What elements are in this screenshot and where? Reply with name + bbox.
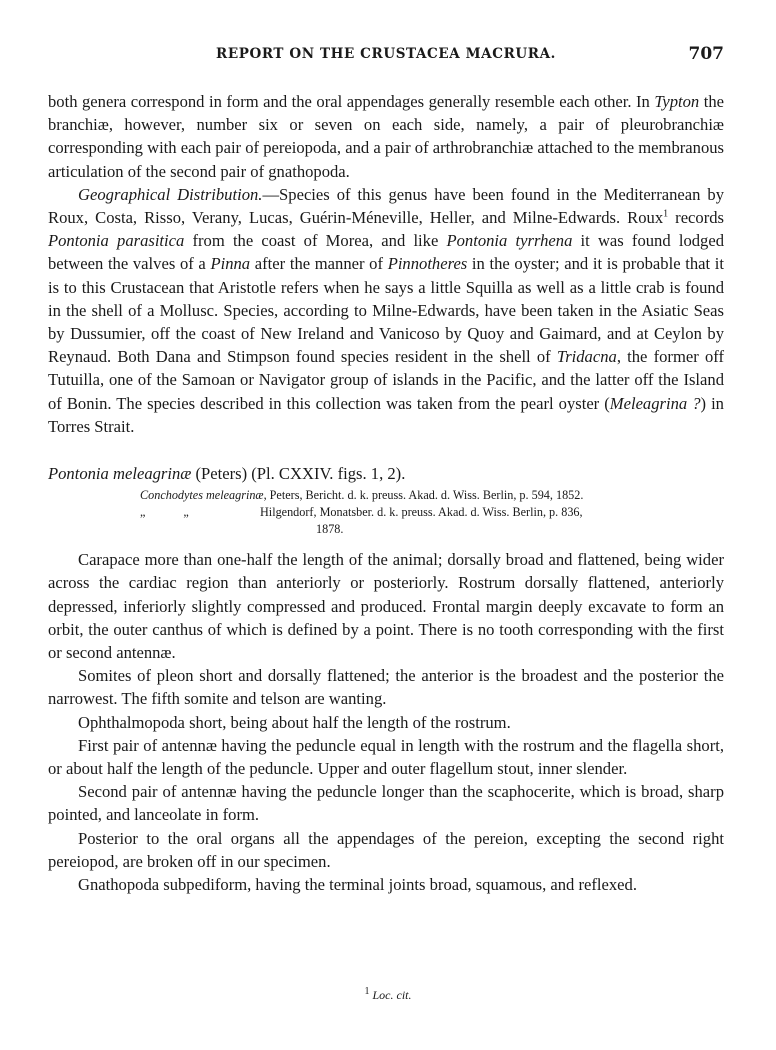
species-pontonia-parasitica: Pontonia parasitica: [48, 231, 185, 251]
synonymy-year: 1878.: [316, 522, 344, 537]
running-head: [48, 44, 724, 68]
genus-pinnotheres: Pinnotheres: [387, 254, 468, 274]
footnote-text: Loc. cit.: [369, 988, 412, 1002]
species-authority: (Peters) (Pl. CXXIV. figs. 1, 2).: [191, 464, 406, 484]
paragraph-geographical-distribution: Geographical Distribution.—Species of this genus have been found in the Mediterranean by Roux, Costa, Risso, Verany, Lucas, Guérin-Méneville, Heller, and Milne-Edwards. Roux$^1$ records Pontonia parasitica from the coast of Morea, and like Pontonia tyrrhena it was found lodged between the valves of a Pinna after the manner of Pinnotheres in the oyster; and it is probable that it is to this Crustacean that Aristotle refers when he says a little Squilla as well as a little crab is found in the shell of a Mollusc. Species, according to Milne-Edwards, have been taken in the Asiatic Seas by Dussumier, off the coast of New Ireland and Vanicoso by Quoy and Gaimard, and at Ceylon by Reynaud. Both Dana and Stimpson found species resident in the shell of Tridacna, the former off Tutuilla, one of the Samoan or Navigator group of islands in the Pacific, and the latter off the Island of Bonin. The species described in this collection was taken from the pearl oyster (Meleagrina ?) in Torres Strait.: [48, 184, 725, 436]
paragraph-second-antennae: Second pair of antennæ having the peduncle longer than the scaphocerite, which is broad, sharp pointed, and lanceolate in form.: [48, 782, 724, 825]
page-number: 707: [688, 44, 724, 64]
species-heading: [48, 462, 724, 485]
ditto-marks: „ „: [140, 505, 189, 520]
paragraph-first-antennae: First pair of antennæ having the peduncle equal in length with the rostrum and the flagella short, or about half the length of the peduncle. Upper and outer flagellum stout, inner slender.: [48, 735, 724, 779]
synonymy-line-hilgendorf: „ „ Hilgendorf, Monatsber. d. k. preuss. Akad. d. Wiss. Berlin, p. 836,: [140, 505, 583, 520]
section-label-geographical-distribution: Geographical Distribution.: [78, 184, 263, 204]
body-text: [48, 90, 724, 896]
footnote-reference: 1: [663, 208, 669, 220]
synonymy-block: [48, 487, 724, 538]
running-title: REPORT ON THE CRUSTACEA MACRURA.: [216, 46, 556, 62]
genus-tridacna: Tridacna: [556, 347, 617, 367]
genus-pinna: Pinna: [210, 254, 251, 274]
genus-meleagrina: Meleagrina ?: [609, 393, 701, 413]
footnote: [0, 988, 776, 1003]
paragraph-ophthalmopoda: Ophthalmopoda short, being about half the length of the rostrum.: [78, 712, 511, 732]
paragraph-pleon-somites: Somites of pleon short and dorsally flattened; the anterior is the broadest and the posterior the narrowest. The fifth somite and telson are wanting.: [48, 666, 724, 709]
species-name: Pontonia meleagrinæ: [48, 464, 192, 484]
synonym-name: Conchodytes meleagrinæ: [140, 488, 264, 503]
paragraph-gnathopoda: Gnathopoda subpediform, having the terminal joints broad, squamous, and reflexed.: [78, 875, 637, 895]
paragraph-pereion-appendages: Posterior to the oral organs all the appendages of the pereion, excepting the second right pereiopod, are broken off in our specimen.: [48, 828, 724, 871]
species-pontonia-tyrrhena: Pontonia tyrrhena: [446, 231, 573, 251]
section-spacer: [48, 438, 724, 462]
synonymy-line-peters: Conchodytes meleagrinæ, Peters, Bericht. d. k. preuss. Akad. d. Wiss. Berlin, p. 594, 1852.: [140, 488, 584, 503]
paragraph-carapace: Carapace more than one-half the length of the animal; dorsally broad and flattened, being wider across the cardiac region than anteriorly or posteriorly. Rostrum dorsally flattened, anteriorly depressed, inferiorly slightly compressed and produced. Frontal margin deeply excavate to form an orbit, the outer canthus of which is defined by a point. There is no tooth corresponding with the first or second antennæ.: [48, 550, 724, 663]
footnote-mark: 1: [364, 986, 370, 997]
paragraph-branchiae: both genera correspond in form and the oral appendages generally resemble each other. In Typton the branchiæ, however, number six or seven on each side, namely, a pair of pleurobranchiæ corresponding with each pair of pereiopoda, and a pair of arthrobranchiæ attached to the membranous articulation of the second pair of gnathopoda.: [48, 92, 725, 181]
genus-typton: Typton: [654, 92, 700, 111]
